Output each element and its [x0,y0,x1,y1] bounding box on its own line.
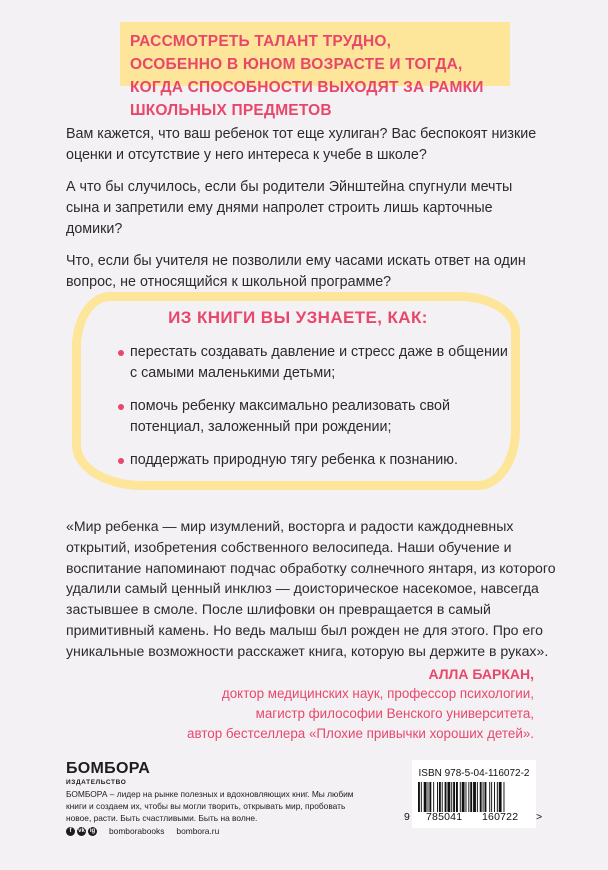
list-item-text: поддержать природную тягу ребенка к познанию. [130,452,458,468]
barcode-bar [424,782,427,812]
barcode-bar [456,782,458,812]
author-credential: магистр философии Венского университета, [255,706,534,721]
barcode-bar [473,782,476,812]
instagram-icon: ig [89,827,96,834]
publisher-logo [66,760,150,786]
barcode-digits-right: 160722 [482,811,519,823]
barcode-bar [494,782,495,812]
facebook-icon: f [66,827,75,836]
barcode-bar [437,782,438,812]
publisher-sub: ИЗДАТЕЛЬСТВО [66,779,127,786]
intro-paragraph: А что бы случилось, если бы родители Эйнштейна спугнули мечты сына и запретили ему днями напролет строить лишь карточные домики? [66,179,513,237]
barcode-bar [445,782,447,812]
publisher-brand: БОМБОРА [66,760,151,777]
barcode-bar [447,782,450,812]
barcode-bar [439,782,441,812]
intro-paragraph: Что, если бы учителя не позволили ему часами искать ответ на один вопрос, не относящийся к школьной программе? [66,253,526,290]
barcode-bar [480,782,482,812]
isbn-text: ISBN 978-5-04-116072-2 [418,768,530,779]
barcode-bar [421,782,422,812]
barcode-bar [497,782,498,812]
barcode-bar [429,782,431,812]
author-credential: автор бестселлера «Плохие привычки хороших детей». [187,726,534,741]
quote-text: «Мир ребенка — мир изумлений, восторга и радости каждодневных открытий, изобретения собственного велосипеда. Наши обучение и воспитание напоминают подчас обработку солнечного янтаря, из которого удалили самый ценный инклюз — доисторическое насекомое, навсегда застывшее в смоле. После шлифовки он превращается в самый примитивный камень. Но ведь малыш был рожден не для этого. Про его уникальные возможности расскажет книга, которую вы держите в руках». [66,518,556,659]
bullet-icon [118,458,124,464]
vk-icon: vk [78,827,85,834]
author-name: АЛЛА БАРКАН, [428,666,534,682]
barcode-bar [470,782,472,812]
barcode-icon [418,782,530,812]
barcode-bar [428,782,429,812]
barcode-bar [453,782,455,812]
barcode-digit-prefix: 9 [404,811,411,823]
bullet-icon [118,350,124,356]
publisher-socials [66,826,219,836]
barcode-digits-left: 785041 [426,811,463,823]
author-block [84,664,534,744]
list-item [118,342,518,384]
social-handle: bomborabooks [109,826,165,836]
publisher-text: БОМБОРА – лидер на рынке полезных и вдохновляющих книг. Мы любим книги и создаем их, чтобы вы могли творить, открывать мир, пробовать новое, расти. Быть счастливыми. Быть на волне. [66,789,354,823]
barcode-bar [468,782,469,812]
barcode-bar [489,782,490,812]
barcode-bar [460,782,461,812]
social-icons [66,827,97,836]
barcode-digit-suffix: > [536,811,543,823]
barcode-bar [483,782,484,812]
barcode-bar [466,782,467,812]
barcode-bar [418,782,420,812]
barcode-bar [491,782,492,812]
learn-list [118,342,518,483]
list-item [118,396,518,438]
barcode-bar [451,782,452,812]
barcode-bar [433,782,434,812]
barcode-bar [477,782,478,812]
list-item-text: перестать создавать давление и стресс даже в общении с самыми маленькими детьми; [130,344,508,381]
bullet-icon [118,404,124,410]
headline-line: РАССМОТРЕТЬ ТАЛАНТ ТРУДНО, [130,33,392,50]
barcode-bar [485,782,487,812]
learn-title: ИЗ КНИГИ ВЫ УЗНАЕТЕ, КАК: [168,308,428,327]
publisher-site: bombora.ru [176,826,220,836]
barcode-bar [504,782,505,812]
barcode-bar [499,782,502,812]
intro-text [66,124,546,304]
list-item [118,450,518,471]
author-credential: доктор медицинских наук, профессор психологии, [221,686,534,701]
intro-paragraph: Вам кажется, что ваш ребенок тот еще хулиган? Вас беспокоят низкие оценки и отсутствие у него интереса к учебе в школе? [66,126,537,163]
headline-line: ОСОБЕННО В ЮНОМ ВОЗРАСТЕ И ТОГДА, [130,56,463,73]
headline-line: КОГДА СПОСОБНОСТИ ВЫХОДЯТ ЗА РАМКИ [130,79,484,96]
barcode-digits [404,811,544,825]
headline-line: ШКОЛЬНЫХ ПРЕДМЕТОВ [130,102,332,119]
barcode-bar [462,782,465,812]
headline [130,30,570,122]
list-item-text: помочь ребенку максимально реализовать свой потенциал, заложенный при рождении; [130,398,450,435]
barcode-bar [442,782,443,812]
